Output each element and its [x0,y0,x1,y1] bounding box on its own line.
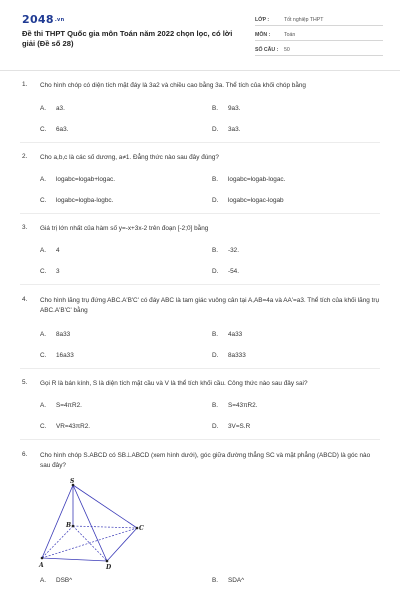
option-value: 3V=S.R [228,423,251,430]
option-value: S=4πR2. [56,402,82,409]
option-value: 4a33 [228,331,243,338]
question-number: 1. [22,81,28,88]
info-row-subject [255,29,383,41]
option-label: A. [40,105,47,112]
label-b: B [66,522,72,529]
exam-title: Đề thi THPT Quốc gia môn Toán năm 2022 chọn lọc, có lời giải (Đề số 28) [22,29,233,48]
vertex-b [72,525,75,528]
question-separator [20,284,380,285]
option-value: VR=43πR2. [56,423,91,430]
option-value: 8a33 [56,331,71,338]
option-label: A. [40,331,47,338]
question-text: Cho a,b,c là các số dương, a≠1. Đẳng thức nào sau đây đúng? [40,154,219,161]
option-value: 3a3. [228,126,241,133]
option-label: D. [212,126,219,133]
question-separator [20,368,380,369]
info-value: Tốt nghiệp THPT [284,17,324,23]
edge-ac [42,528,137,558]
edge-bd [73,526,107,561]
pyramid-figure [40,478,150,573]
option-value: 4 [56,247,60,254]
option-label: B. [212,105,219,112]
question-separator [20,213,380,214]
label-d: D [106,564,112,571]
info-value: 50 [284,47,290,53]
info-value: Toán [284,32,296,38]
pyramid-diagram [40,478,150,573]
option-label: B. [212,402,219,409]
question-text: Gọi R là bán kính, S là diện tích mặt cầu và V là thể tích khối cầu. Công thức nào sau đây sai? [40,380,308,387]
option-value: 9a3. [228,105,241,112]
vertex-a [41,557,44,560]
info-row-grade [255,14,383,26]
question-text: Cho hình chóp có diện tích mặt đáy là 3a2 và chiều cao bằng 3a. Thể tích của khối chóp bằng [40,82,306,89]
option-label: B. [212,247,219,254]
question-number: 3. [22,224,28,231]
info-key: MÔN : [255,32,271,38]
header-divider [0,70,400,71]
page-header [0,0,400,66]
option-label: A. [40,247,47,254]
question-text: Cho hình chóp S.ABCD có SB⊥ABCD (xem hình dưới), góc giữa đường thẳng SC và mặt phẳng (ABCD) là góc nào sau đây? [40,452,371,469]
option-label: B. [212,176,219,183]
option-label: C. [40,197,47,204]
question-number: 2. [22,153,28,160]
option-label: D. [212,423,219,430]
question-number: 4. [22,296,28,303]
option-label: D. [212,197,219,204]
question-separator [20,142,380,143]
edge-dc [107,528,137,561]
option-value: logabc=logab+logac. [56,176,115,183]
option-label: C. [40,352,47,359]
option-value: -54. [228,268,240,275]
option-value: S=43πR2. [228,402,258,409]
info-key: SỐ CÂU : [255,47,279,53]
option-label: C. [40,126,47,133]
option-value: logabc=logba-logbc. [56,197,114,204]
option-label: A. [40,577,47,584]
question-text: Giá trị lớn nhất của hàm số y=-x+3x-2 trên đoạn [-2;0] bằng [40,225,209,232]
option-label: D. [212,352,219,359]
info-key: LỚP : [255,17,270,23]
option-label: A. [40,402,47,409]
question-text: Cho hình lăng trụ đứng ABC.A'B'C' có đáy ABC là tam giác vuông cân tại A,AB=4a và AA'=a3. Thể tích của khối lăng trụ ABC.A'B'C' bằng [40,297,380,314]
site-logo[interactable] [22,13,64,26]
option-value: 6a3. [56,126,69,133]
option-value: logabc=logab-logac. [228,176,286,183]
question-number: 5. [22,379,28,386]
label-a: A [39,562,44,569]
option-value: 3 [56,268,60,275]
question-number: 6. [22,451,28,458]
option-label: B. [212,577,219,584]
option-value: DSB^ [56,577,73,584]
option-label: C. [40,423,47,430]
vertex-c [136,527,139,530]
option-value: -32. [228,247,240,254]
edge-bc [73,526,137,528]
edge-ba [42,526,73,558]
option-label: A. [40,176,47,183]
option-value: a3. [56,105,65,112]
vertex-d [106,560,109,563]
option-value: 16a33 [56,352,74,359]
option-label: D. [212,268,219,275]
option-label: B. [212,331,219,338]
label-s: S [70,478,75,485]
option-value: SDA^ [228,577,245,584]
option-label: C. [40,268,47,275]
logo-main: 2048 [22,13,54,26]
option-value: logabc=logac-logab [228,197,284,204]
option-value: 8a333 [228,352,246,359]
edge-ad [42,558,107,561]
info-row-count [255,44,383,56]
question-separator [20,439,380,440]
label-c: C [139,525,144,532]
logo-domain: .vn [54,17,65,23]
